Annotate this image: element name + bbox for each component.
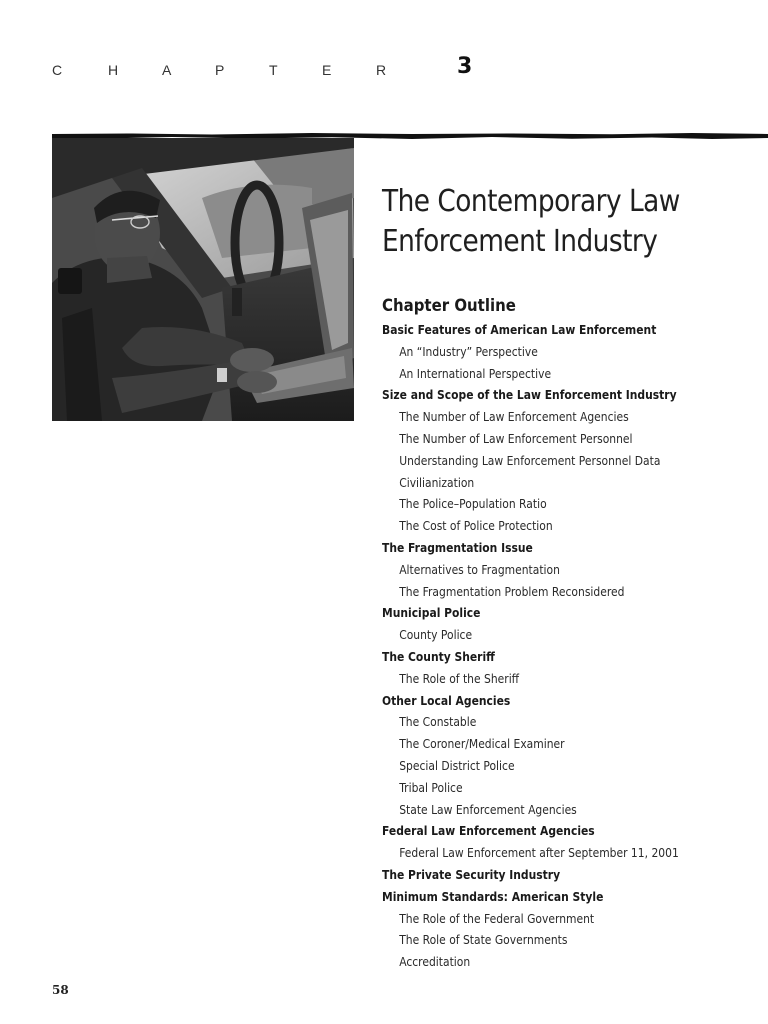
outline-section-heading: Basic Features of American Law Enforcement — [382, 322, 657, 337]
outline-subsection-item: Special District Police — [399, 757, 515, 773]
outline-subsection-item: The Fragmentation Problem Reconsidered — [399, 583, 625, 599]
chapter-outline-list — [382, 319, 762, 973]
chapter-letter: P — [215, 62, 225, 78]
outline-section-heading: Other Local Agencies — [382, 692, 511, 708]
outline-subsection-item: Civilianization — [399, 474, 475, 490]
outline-section-heading: Minimum Standards: American Style — [382, 888, 604, 904]
outline-subsection-item: The Role of the Sheriff — [399, 670, 520, 686]
chapter-photo — [52, 138, 354, 421]
outline-section-heading: Municipal Police — [382, 605, 481, 621]
outline-subsection-item: The Number of Law Enforcement Agencies — [399, 409, 629, 425]
outline-subsection-item: The Coroner/Medical Examiner — [399, 736, 565, 752]
page-number: 58 — [52, 983, 69, 997]
outline-subsection-item: Understanding Law Enforcement Personnel Data — [399, 452, 661, 468]
outline-subsection-item: The Role of the Federal Government — [399, 910, 595, 926]
outline-subsection-item: The Role of State Governments — [399, 932, 568, 948]
outline-section-heading: The County Sheriff — [382, 648, 495, 664]
outline-subsection-item: The Constable — [399, 714, 477, 730]
chapter-number: 3 — [457, 54, 473, 79]
chapter-title-line: The Contemporary Law — [382, 184, 680, 219]
outline-subsection-item: Tribal Police — [399, 779, 463, 795]
chapter-title-line: Enforcement Industry — [382, 224, 658, 259]
chapter-letter: E — [322, 62, 332, 78]
outline-subsection-item: Federal Law Enforcement after September 11, 2001 — [399, 845, 679, 861]
outline-section-heading: Federal Law Enforcement Agencies — [382, 823, 595, 839]
chapter-letter: T — [269, 62, 278, 78]
chapter-letter: C — [52, 62, 63, 78]
outline-subsection-item: An “Industry” Perspective — [399, 343, 538, 359]
chapter-letter: R — [376, 62, 387, 78]
outline-section-heading: Size and Scope of the Law Enforcement Industry — [382, 387, 677, 403]
outline-section-heading: The Private Security Industry — [382, 866, 561, 882]
officer-laptop-image — [52, 138, 354, 421]
outline-section-heading: The Fragmentation Issue — [382, 539, 533, 555]
outline-subsection-item: County Police — [399, 627, 473, 643]
outline-subsection-item: The Number of Law Enforcement Personnel — [399, 430, 633, 446]
outline-subsection-item: Alternatives to Fragmentation — [399, 561, 560, 577]
outline-subsection-item: The Cost of Police Protection — [399, 518, 553, 534]
chapter-letter: A — [162, 62, 172, 78]
chapter-title — [382, 182, 708, 262]
outline-subsection-item: State Law Enforcement Agencies — [399, 801, 577, 817]
outline-subsection-item: Accreditation — [399, 954, 471, 970]
outline-subsection-item: The Police–Population Ratio — [399, 496, 547, 512]
chapter-label — [0, 60, 480, 84]
outline-heading: Chapter Outline — [382, 296, 516, 316]
chapter-letter: H — [108, 62, 119, 78]
outline-subsection-item: An International Perspective — [399, 365, 552, 381]
